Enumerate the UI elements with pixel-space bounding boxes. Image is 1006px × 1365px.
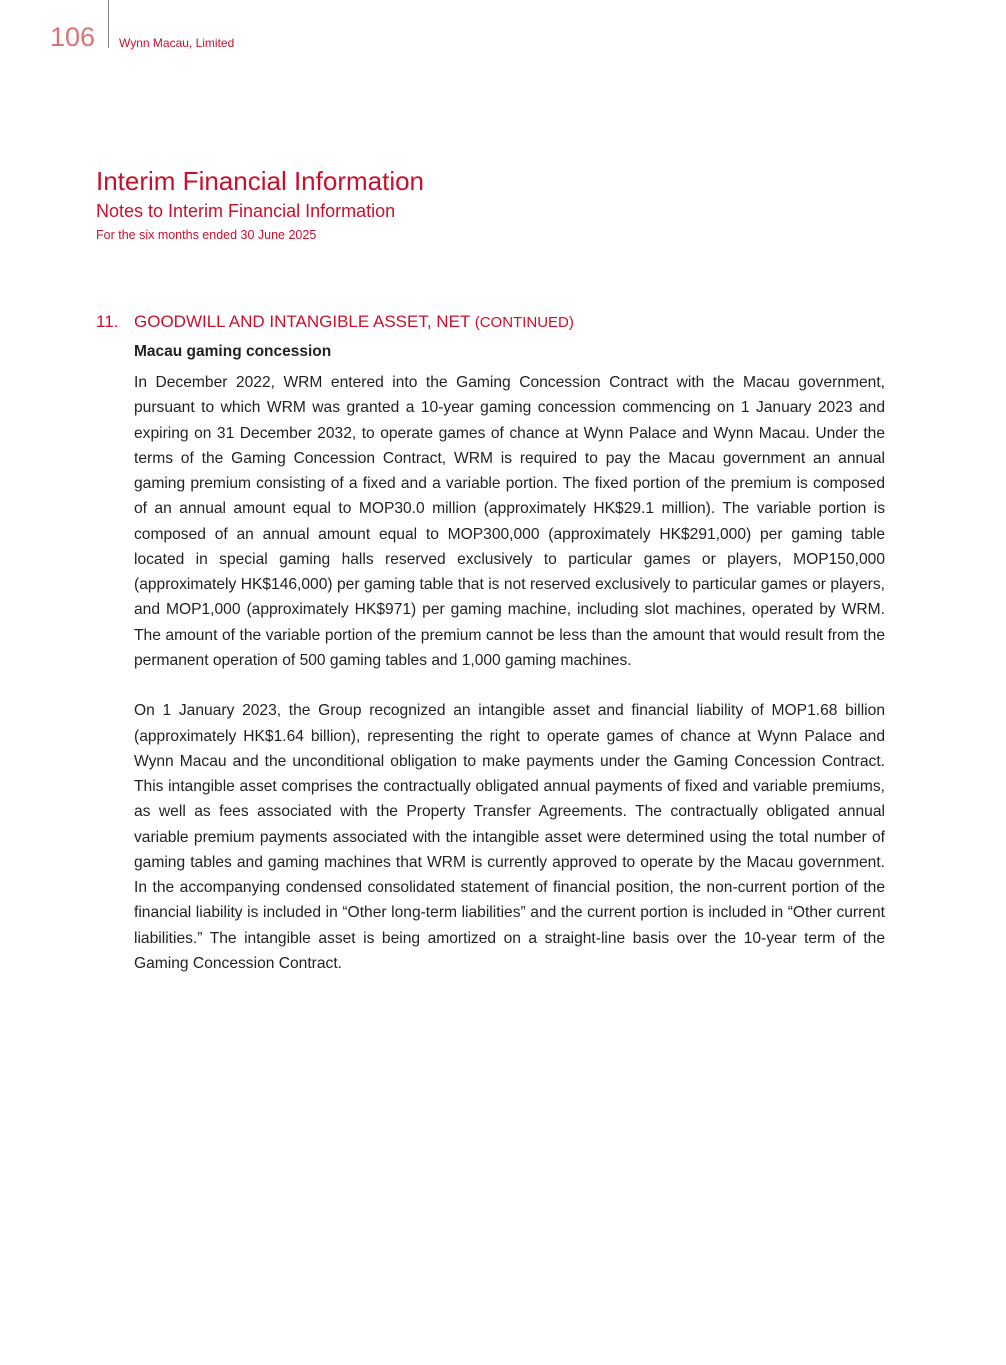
paragraph: In December 2022, WRM entered into the Gaming Concession Contract with the Macau government, pursuant to which WRM was granted a 10-year gaming concession commencing on 1 January 2023 and expiring on 31 December 2032, to operate games of chance at Wynn Palace and Wynn Macau. Under the terms of the Gaming Concession Contract, WRM is required to pay the Macau government an annual gaming premium consisting of a fixed and a variable portion. The fixed portion of the premium is composed of an annual amount equal to MOP30.0 million (approximately HK$29.1 million). The variable portion is composed of an annual amount equal to MOP300,000 (approximately HK$291,000) per gaming table located in special gaming halls reserved exclusively to particular games or players, MOP150,000 (approximately HK$146,000) per gaming table that is not reserved exclusively to particular games or players, and MOP1,000 (approximately HK$971) per gaming machine, including slot machines, operated by WRM. The amount of the variable portion of the premium cannot be less than the amount that would result from the permanent operation of 500 gaming tables and 1,000 gaming machines. (134, 374, 885, 669)
section-title: GOODWILL AND INTANGIBLE ASSET, NET (134, 312, 470, 331)
subsection-heading: Macau gaming concession (134, 343, 332, 360)
section-continued: (CONTINUED) (474, 314, 574, 331)
reporting-period: For the six months ended 30 June 2025 (96, 228, 317, 242)
paragraph: On 1 January 2023, the Group recognized an intangible asset and financial liability of MOP1.68 billion (approximately HK$1.64 billion), representing the right to operate games of chance at Wynn Palace and Wynn Macau and the unconditional obligation to make payments under the Gaming Concession Contract. This intangible asset comprises the contractually obligated annual payments of fixed and variable premiums, as well as fees associated with the Property Transfer Agreements. The contractually obligated annual variable premium payments associated with the intangible asset were determined using the total number of gaming tables and gaming machines that WRM is currently approved to operate by the Macau government. In the accompanying condensed consolidated statement of financial position, the non-current portion of the financial liability is included in “Other long-term liabilities” and the current portion is included in “Other current liabilities.” The intangible asset is being amortized on a straight-line basis over the 10-year term of the Gaming Concession Contract. (134, 702, 885, 972)
company-name: Wynn Macau, Limited (119, 36, 235, 50)
page-number: 106 (50, 22, 96, 52)
section-body (134, 370, 885, 1001)
section-number: 11. (96, 312, 119, 331)
header-divider (108, 0, 109, 48)
page-subtitle: Notes to Interim Financial Information (96, 201, 396, 221)
section-heading (96, 312, 574, 332)
page-title: Interim Financial Information (96, 166, 425, 196)
